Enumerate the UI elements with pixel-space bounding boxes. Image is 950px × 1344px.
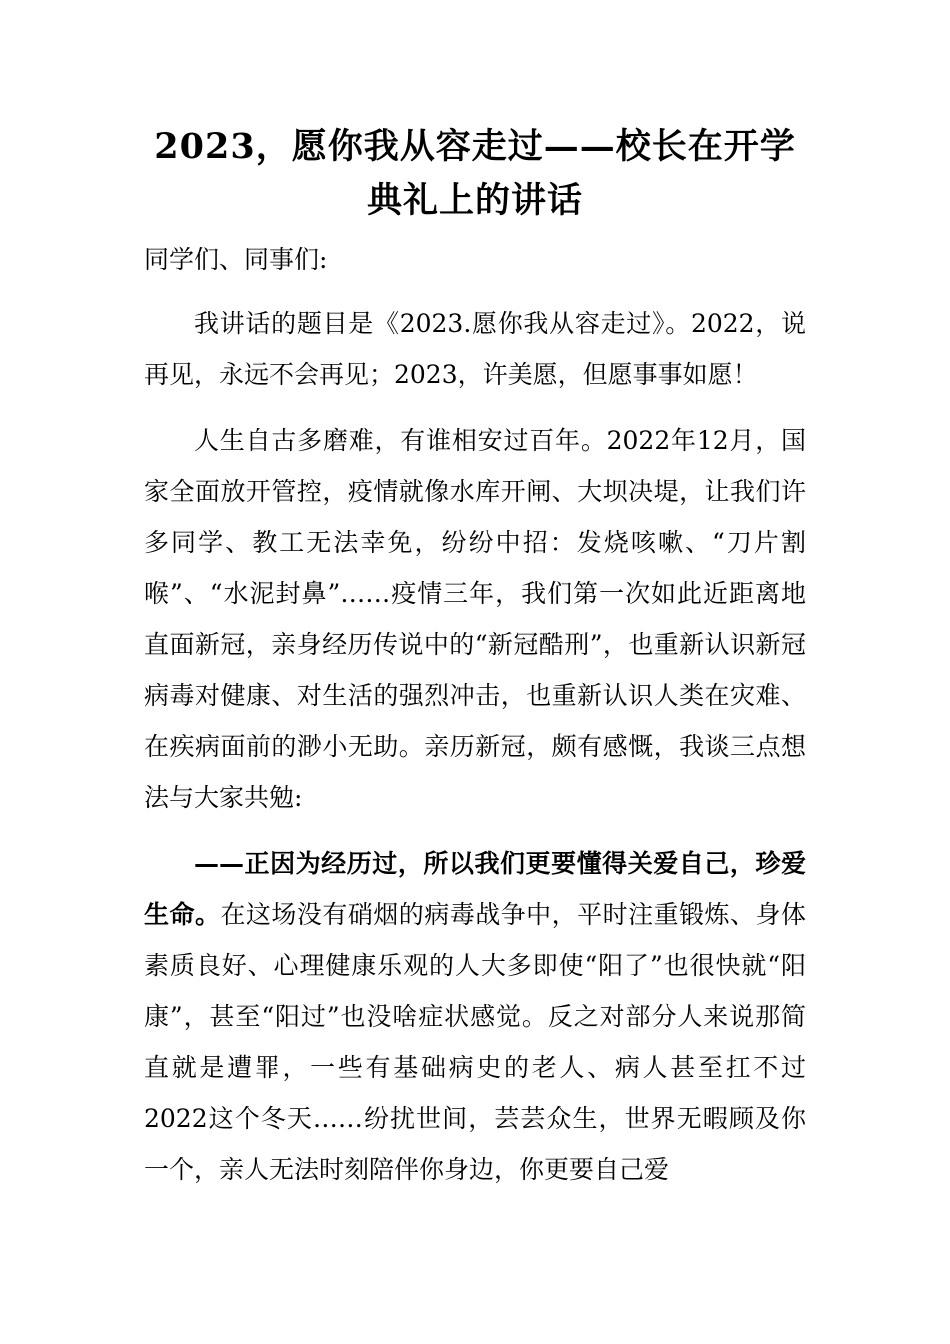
document-body	[144, 234, 806, 1210]
title-line-1: 2023，愿你我从容走过——校长在开学	[154, 126, 796, 167]
paragraph-2	[144, 415, 806, 823]
document-title	[140, 120, 810, 228]
paragraph-3	[144, 838, 806, 1195]
paragraph-1-text: 我讲话的题目是《2023.愿你我从容走过》。2022，说再见，永远不会再见；2023，许美愿，但愿事事如愿！	[144, 309, 806, 389]
paragraph-2-text: 人生自古多磨难，有谁相安过百年。2022年12月，国家全面放开管控，疫情就像水库开闸、大坝决堤，让我们许多同学、教工无法幸免，纷纷中招：发烧咳嗽、“刀片割喉”、“水泥封鼻”……疫情三年，我们第一次如此近距离地直面新冠，亲身经历传说中的“新冠酷刑”，也重新认识新冠病毒对健康、对生活的强烈冲击，也重新认识人类在灾难、在疾病面前的渺小无助。亲历新冠，颇有感慨，我谈三点想法与大家共勉:	[144, 426, 806, 812]
greeting: 同学们、同事们:	[144, 245, 328, 274]
paragraph-1	[144, 298, 806, 400]
paragraph-3-text: 在这场没有硝烟的病毒战争中，平时注重锻炼、身体素质良好、心理健康乐观的人大多即使“阳了”也很快就“阳康”，甚至“阳过”也没啥症状感觉。反之对部分人来说那简直就是遭罪，一些有基础病史的老人、病人甚至扛不过2022这个冬天……纷扰世间，芸芸众生，世界无暇顾及你一个，亲人无法时刻陪伴你身边，你更要自己爱	[144, 900, 806, 1184]
title-line-2: 典礼上的讲话	[366, 180, 583, 221]
paragraph-3-bold-lead: ——正因为经历过，所以我们更要懂得关爱自己，珍爱生命。	[144, 849, 806, 929]
